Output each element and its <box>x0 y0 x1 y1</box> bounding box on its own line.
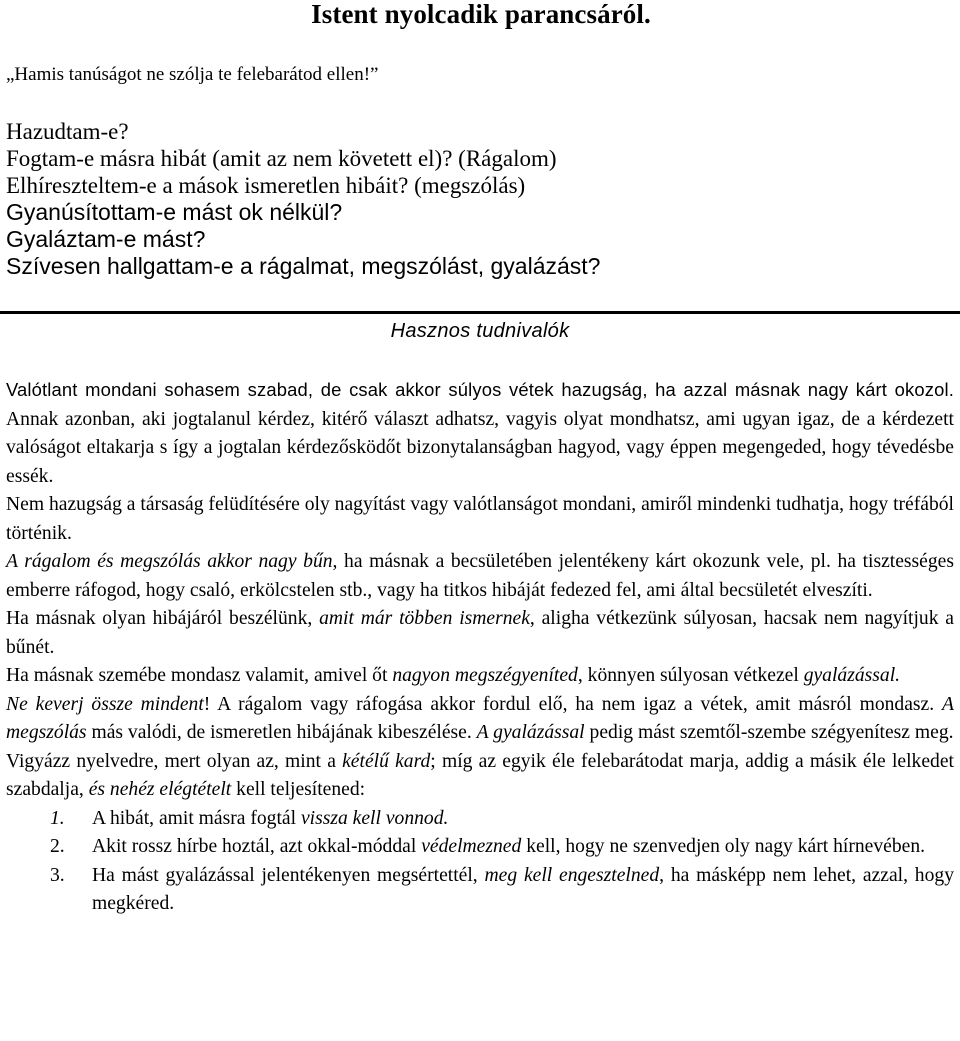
paragraph <box>6 662 954 691</box>
emphasis: A gyalázással <box>476 722 585 743</box>
question-line: Hazudtam-e? <box>6 119 129 144</box>
question-line: Gyanúsítottam-e mást ok nélkül? <box>6 199 343 226</box>
emphasis: meg kell engesztelned <box>484 864 660 886</box>
emphasis: gyalázással. <box>803 665 901 686</box>
paragraph-text: kell teljesítened: <box>231 779 366 800</box>
emphasis: és nehéz elégtételt <box>88 779 232 800</box>
list-text: , ha másképp nem lehet, azzal, hogy megkéred. <box>92 864 954 914</box>
paragraph-text: Ha másnak szemébe mondasz valamit, amivel őt <box>6 665 393 686</box>
section-subtitle: Hasznos tudnivalók <box>390 320 570 342</box>
emphasis: védelmezned <box>421 836 522 857</box>
paragraph-text: ; míg az egyik éle felebarátodat marja, addig a másik éle lelkedet szabdalja, <box>6 750 954 800</box>
paragraph: Nem hazugság a társaság felüdítésére oly nagyítást vagy valótlanságot mondani, amiről mindenki tudhatja, hogy tréfából történik. <box>6 494 954 544</box>
list-number: 2. <box>50 836 65 857</box>
paragraph-text: Ha másnak olyan hibájáról beszélünk, <box>6 608 320 629</box>
paragraph-text: , aligha vétkezünk súlyosan, hacsak nem nagyítjuk a bűnét. <box>6 608 954 658</box>
question-line: Fogtam-e másra hibát (amit az nem követett el)? (Rágalom) <box>6 145 557 171</box>
section-divider <box>0 311 960 314</box>
paragraph-text: Vigyázz nyelvedre, mert olyan az, mint a <box>6 750 343 772</box>
paragraph-lead: Valótlant mondani sohasem szabad, de csak akkor súlyos vétek hazugság, ha azzal másnak nagy kárt okozol. <box>6 379 954 400</box>
title-text: Istent nyolcadik parancsáról. <box>311 0 651 29</box>
list-item <box>6 805 954 834</box>
body-text <box>6 376 954 919</box>
examination-questions <box>6 119 600 280</box>
question-line: Elhíreszteltem-e a mások ismeretlen hibáit? (megszólás) <box>6 172 526 198</box>
emphasis: nagyon megszégyeníted <box>392 665 578 686</box>
page-title <box>0 0 960 29</box>
paragraph-text: Annak azonban, aki jogtalanul kérdez, kitérő választ adhatsz, vagyis olyat mondhatsz, ami ugyan igaz, de a kérdezett valóságot eltakarja s így a jogtalan kérdezősködőt bizonytalanságban hagyod, vagy éppen megengeded, hogy tévedésbe essék. <box>6 408 954 487</box>
list-text: Ha mást gyalázással jelentékenyen megsértettél, <box>92 864 485 886</box>
paragraph-text: , ha másnak a becsületében jelentékeny kárt okozunk vele, pl. ha tisztességes emberre ráfogod, hogy csaló, erkölcstelen stb., vagy ha titkos hibáját fedezed fel, ami által becsületét elveszíti. <box>6 551 954 601</box>
paragraph-text: ! A rágalom vagy ráfogása akkor fordul elő, ha nem igaz a vétek, amit másról mondasz. <box>203 693 943 715</box>
list-item <box>6 862 954 919</box>
emphasis: vissza kell vonnod. <box>300 807 449 829</box>
paragraph <box>6 376 954 491</box>
paragraph <box>6 691 954 748</box>
list-number: 3. <box>50 864 65 886</box>
list-text: A hibát, amit másra fogtál <box>92 807 301 829</box>
list-text: Akit rossz hírbe hoztál, azt okkal-móddal <box>92 836 422 857</box>
question-line: Gyaláztam-e mást? <box>6 226 206 253</box>
emphasis: A rágalom és megszólás akkor nagy bűn <box>6 551 333 572</box>
list-item <box>6 833 954 862</box>
emphasis: amit már többen ismernek <box>319 608 530 629</box>
list-text: kell, hogy ne szenvedjen oly nagy kárt hírnevében. <box>521 836 926 857</box>
emphasis: A megszólás <box>6 693 955 743</box>
list-number: 1. <box>50 807 65 829</box>
paragraph <box>6 548 954 605</box>
commandment-motto: „Hamis tanúságot ne szólja te felebarátod ellen!” <box>6 64 379 85</box>
emphasis: Ne keverj össze mindent <box>6 693 204 715</box>
paragraph <box>6 605 954 662</box>
numbered-list <box>6 805 954 919</box>
question-line: Szívesen hallgattam-e a rágalmat, megszólást, gyalázást? <box>6 252 601 279</box>
emphasis: kétélű kard <box>342 750 431 772</box>
paragraph <box>6 748 954 805</box>
paragraph-text: , könnyen súlyosan vétkezel <box>577 665 804 686</box>
paragraph-text: pedig mást szemtől-szembe szégyenítesz meg. <box>584 722 954 743</box>
paragraph-text: más valódi, de ismeretlen hibájának kibeszélése. <box>86 722 477 743</box>
